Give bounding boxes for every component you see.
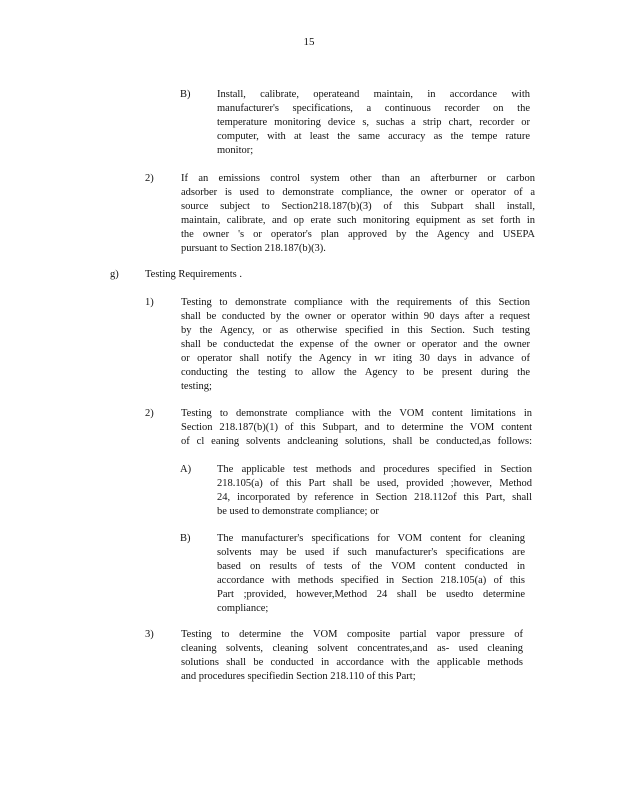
clause-label: B): [180, 89, 191, 100]
clause-text: [217, 532, 525, 616]
text-line: maintain, calibrate, and op erate such monitoring equipment as set forth in: [181, 215, 535, 226]
text-line: of cl eaning solvents andcleaning solutions, shall be conducted,as follows:: [181, 436, 532, 447]
clause-label: 2): [145, 408, 154, 419]
clause-text: [181, 296, 530, 394]
clause-text: [181, 407, 532, 449]
text-line: Testing to determine the VOM composite partial vapor pressure of: [181, 629, 523, 640]
text-line: source subject to Section218.187(b)(3) of this Subpart shall install,: [181, 201, 535, 212]
text-line: temperature monitoring device s, suchas a strip chart, recorder or: [217, 117, 530, 128]
text-line: manufacturer's specifications, a continuous recorder on the: [217, 103, 530, 114]
page-number: 15: [303, 36, 315, 48]
text-line: Testing Requirements .: [145, 269, 242, 280]
clause-label: B): [180, 533, 191, 544]
clause-text: [217, 463, 532, 519]
text-line: 218.105(a) of this Part shall be used, provided ;however, Method: [217, 478, 532, 489]
text-line: Install, calibrate, operateand maintain, in accordance with: [217, 89, 530, 100]
text-line: Section 218.187(b)(1) of this Subpart, and to determine the VOM content: [181, 422, 532, 433]
text-line: by the Agency, or as otherwise specified in this Section. Such testing: [181, 325, 530, 336]
text-line: Part ;provided, however,Method 24 shall be usedto determine: [217, 589, 525, 600]
clause-label: A): [180, 464, 192, 475]
text-line: solvents may be used if such manufacturer's specifications are: [217, 547, 525, 558]
text-line: cleaning solvents, cleaning solvent concentrates,and as- used cleaning: [181, 643, 523, 654]
text-line: monitor;: [217, 145, 254, 156]
text-line: 24, incorporated by reference in Section 218.112of this Part, shall: [217, 492, 532, 503]
section-heading: [145, 268, 305, 282]
clause-text: [217, 88, 530, 158]
text-line: shall be conducted by the owner or operator within 90 days after a request: [181, 311, 530, 322]
clause-label: 3): [145, 629, 154, 640]
clause-label: 2): [145, 173, 154, 184]
text-line: based on results of tests of the VOM content conducted in: [217, 561, 525, 572]
text-line: and procedures specifiedin Section 218.110 of this Part;: [181, 671, 416, 682]
text-line: adsorber is used to demonstrate compliance, the owner or operator of a: [181, 187, 535, 198]
clause-label: 1): [145, 297, 154, 308]
text-line: pursuant to Section 218.187(b)(3).: [181, 243, 326, 254]
text-line: Testing to demonstrate compliance with the VOM content limitations in: [181, 408, 532, 419]
text-line: be used to demonstrate compliance; or: [217, 506, 379, 517]
text-line: The applicable test methods and procedures specified in Section: [217, 464, 532, 475]
section-label: g): [110, 269, 119, 280]
text-line: computer, with at least the same accuracy as the tempe rature: [217, 131, 530, 142]
text-line: compliance;: [217, 603, 269, 614]
text-line: the owner 's or operator's plan approved by the Agency and USEPA: [181, 229, 535, 240]
text-line: or operator shall notify the Agency in wr iting 30 days in advance of: [181, 353, 530, 364]
text-line: accordance with methods specified in Section 218.105(a) of this: [217, 575, 525, 586]
clause-text: [181, 628, 523, 684]
text-line: conducting the testing to allow the Agency to be present during the: [181, 367, 530, 378]
text-line: The manufacturer's specifications for VOM content for cleaning: [217, 533, 525, 544]
text-line: testing;: [181, 381, 212, 392]
text-line: shall be conductedat the expense of the owner or operator and the owner: [181, 339, 530, 350]
text-line: solutions shall be conducted in accordance with the applicable methods: [181, 657, 523, 668]
text-line: Testing to demonstrate compliance with the requirements of this Section: [181, 297, 530, 308]
text-line: If an emissions control system other than an afterburner or carbon: [181, 173, 535, 184]
clause-text: [181, 172, 535, 256]
